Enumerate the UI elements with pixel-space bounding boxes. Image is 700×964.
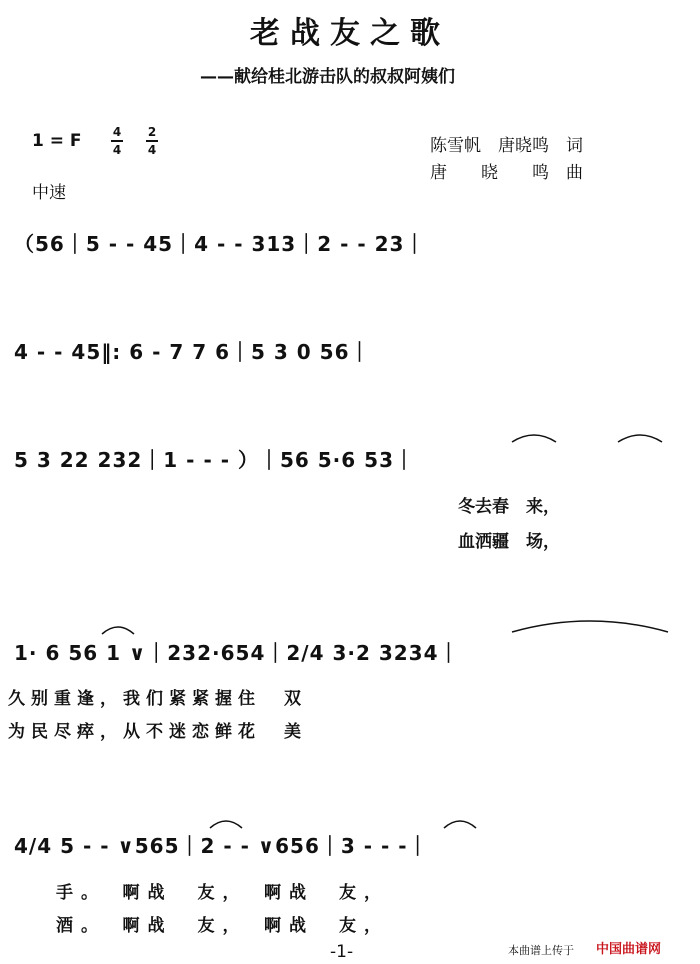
time-signature-2-4: 2 4 bbox=[147, 125, 157, 157]
page-number: -1- bbox=[330, 942, 354, 962]
song-subtitle: ——献给桂北游击队的叔叔阿姨们 bbox=[200, 67, 455, 87]
upload-note: 本曲谱上传于 bbox=[508, 944, 574, 957]
lyric-line-1: 手。 啊战 友， 啊战 友， bbox=[56, 883, 389, 903]
lyricist-credit: 陈雪帆 唐晓鸣 词 bbox=[430, 136, 583, 156]
lyric-line-1: 冬去春 来， bbox=[458, 497, 560, 517]
notes-system-2: 4 - - 45‖: 6 - 7 7 6｜5 3 0 56｜ bbox=[14, 340, 371, 364]
lyric-line-2: 酒。 啊战 友， 啊战 友， bbox=[56, 916, 389, 936]
song-title: 老战友之歌 bbox=[250, 16, 450, 51]
slur-mark bbox=[210, 821, 242, 828]
site-watermark: 中国曲谱网 bbox=[596, 942, 662, 957]
time-signature-4-4: 4 4 bbox=[112, 125, 122, 157]
slur-mark bbox=[512, 621, 668, 632]
tempo-marking: 中速 bbox=[32, 183, 66, 203]
lyric-line-1: 久别重逢，我们紧紧握住 双 bbox=[8, 689, 307, 709]
notes-system-1: （56｜5 - - 45｜4 - - 313｜2 - - 23｜ bbox=[14, 232, 426, 256]
lyric-line-2: 为民尽瘁，从不迷恋鲜花 美 bbox=[8, 722, 307, 742]
lyric-line-2: 血洒疆 场， bbox=[458, 532, 560, 552]
slur-mark bbox=[618, 435, 662, 442]
notes-system-4: 1· 6 56 1 ∨｜232·654｜2/4 3·2 3234｜ bbox=[14, 641, 460, 665]
key-signature: 1 = F bbox=[32, 131, 82, 151]
notes-system-3: 5 3 22 232｜1 - - - ）｜56 5·6 53｜ bbox=[14, 448, 415, 472]
slur-mark bbox=[444, 821, 476, 828]
notes-system-5: 4/4 5 - - ∨565｜2 - - ∨656｜3 - - -｜ bbox=[14, 834, 429, 858]
slur-mark bbox=[512, 435, 556, 442]
composer-credit: 唐 晓 鸣 曲 bbox=[430, 163, 583, 183]
slur-mark bbox=[102, 627, 134, 634]
